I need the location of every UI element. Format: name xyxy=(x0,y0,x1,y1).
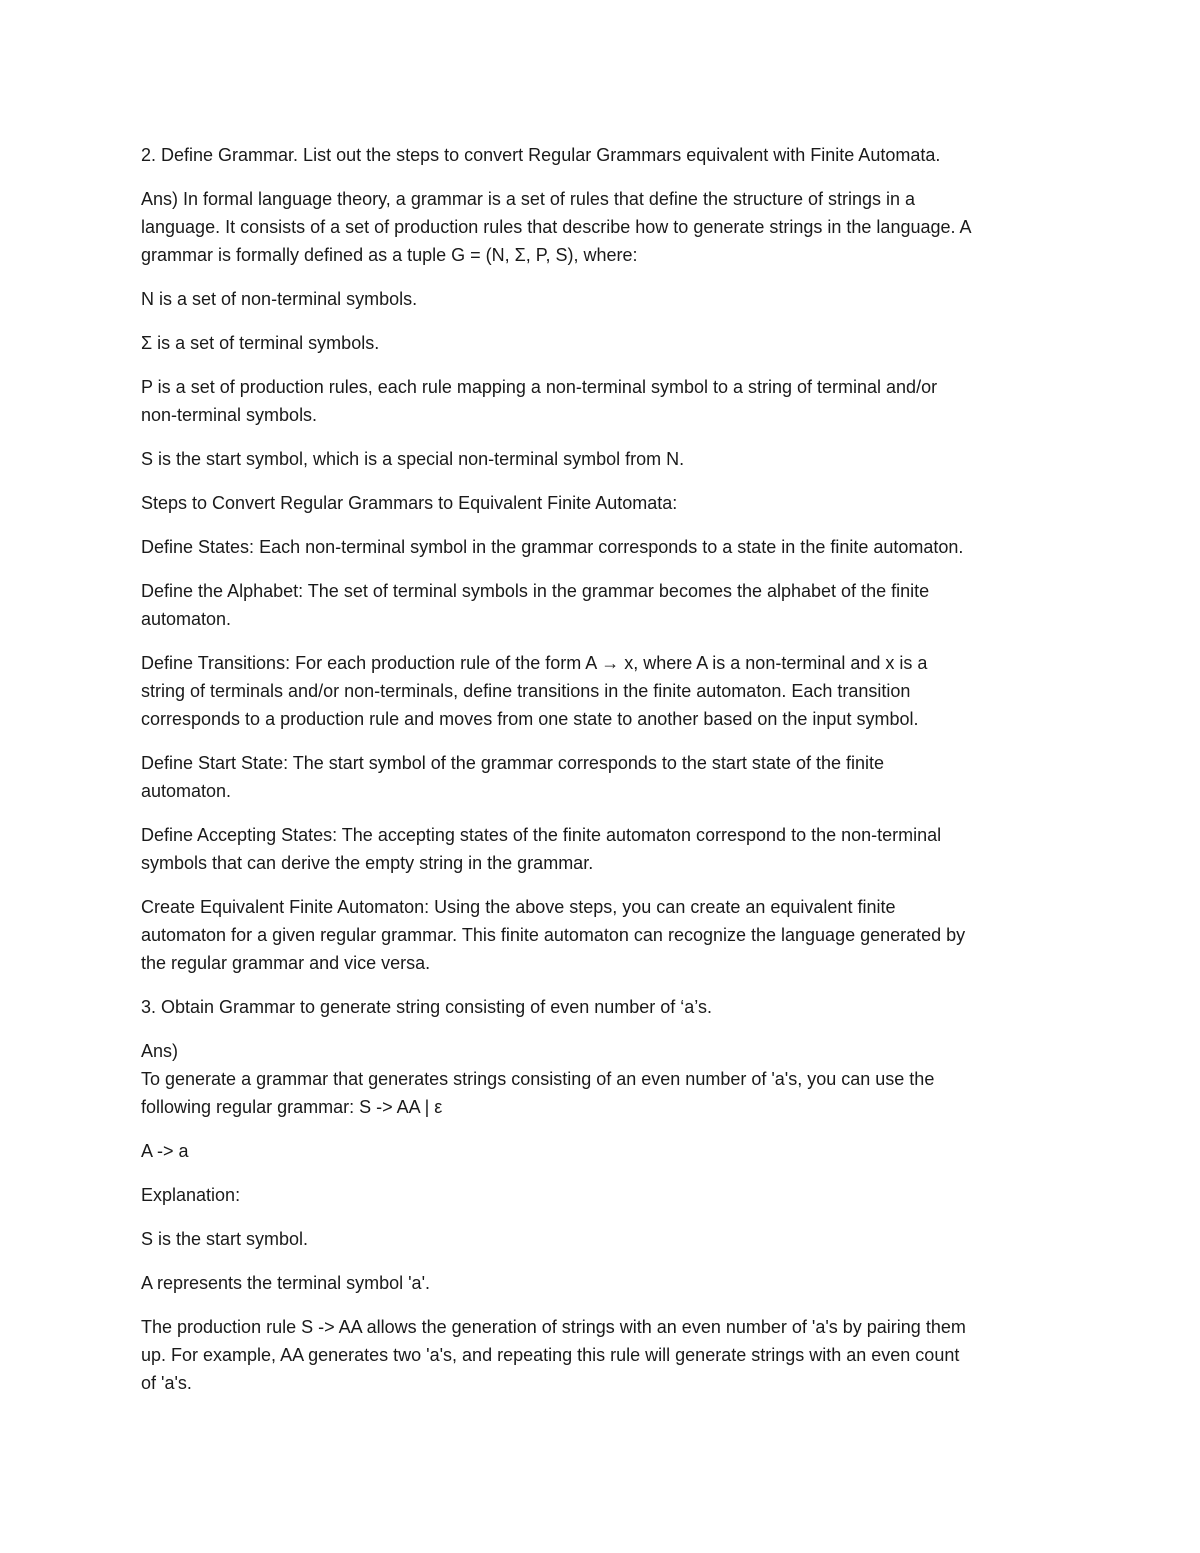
text-line: Σ is a set of terminal symbols. xyxy=(141,333,380,353)
paragraph xyxy=(141,1269,1059,1297)
text-line: Define Transitions: For each production rule of the form A → x, where A is a non-terminal and x is a xyxy=(141,653,928,673)
paragraph xyxy=(141,141,1059,169)
paragraph xyxy=(141,489,1059,517)
text-line: Explanation: xyxy=(141,1185,241,1205)
text-line: grammar is formally defined as a tuple G = (N, Σ, P, S), where: xyxy=(141,245,638,265)
text-line: Create Equivalent Finite Automaton: Using the above steps, you can create an equivalent finite xyxy=(141,897,896,917)
text-line: non-terminal symbols. xyxy=(141,405,318,425)
text-line: string of terminals and/or non-terminals, define transitions in the finite automaton. Each transition xyxy=(141,681,911,701)
text-line: The production rule S -> AA allows the generation of strings with an even number of 'a's by pairing them xyxy=(141,1317,966,1337)
text-line: A represents the terminal symbol 'a'. xyxy=(141,1273,431,1293)
paragraph xyxy=(141,533,1059,561)
paragraph xyxy=(141,1313,1059,1397)
paragraph xyxy=(141,649,1059,733)
paragraph xyxy=(141,893,1059,977)
text-line: S is the start symbol, which is a special non-terminal symbol from N. xyxy=(141,449,685,469)
text-line: 2. Define Grammar. List out the steps to convert Regular Grammars equivalent with Finite Automata. xyxy=(141,145,941,165)
paragraph xyxy=(141,749,1059,805)
text-line: Ans) xyxy=(141,1041,179,1061)
paragraph xyxy=(141,821,1059,877)
text-line: following regular grammar: S -> AA | ε xyxy=(141,1097,443,1117)
text-line: To generate a grammar that generates strings consisting of an even number of 'a's, you can use the xyxy=(141,1069,935,1089)
text-line: the regular grammar and vice versa. xyxy=(141,953,431,973)
text-line: up. For example, AA generates two 'a's, and repeating this rule will generate strings with an even count xyxy=(141,1345,960,1365)
text-line: Steps to Convert Regular Grammars to Equivalent Finite Automata: xyxy=(141,493,678,513)
paragraph xyxy=(141,1225,1059,1253)
text-line: S is the start symbol. xyxy=(141,1229,309,1249)
text-line: Define States: Each non-terminal symbol in the grammar corresponds to a state in the finite automaton. xyxy=(141,537,964,557)
paragraph xyxy=(141,285,1059,313)
document-body xyxy=(141,141,1059,1397)
paragraph xyxy=(141,1137,1059,1165)
text-line: symbols that can derive the empty string in the grammar. xyxy=(141,853,594,873)
paragraph xyxy=(141,185,1059,269)
text-line: of 'a's. xyxy=(141,1373,192,1393)
text-line: A -> a xyxy=(141,1141,189,1161)
text-line: Ans) In formal language theory, a grammar is a set of rules that define the structure of strings in a xyxy=(141,189,916,209)
paragraph xyxy=(141,373,1059,429)
text-line: automaton. xyxy=(141,609,232,629)
document-page xyxy=(141,141,1059,1413)
text-line: Define the Alphabet: The set of terminal symbols in the grammar becomes the alphabet of the finite xyxy=(141,581,930,601)
paragraph xyxy=(141,1181,1059,1209)
paragraph xyxy=(141,577,1059,633)
text-line: N is a set of non-terminal symbols. xyxy=(141,289,418,309)
text-line: P is a set of production rules, each rule mapping a non-terminal symbol to a string of terminal and/or xyxy=(141,377,938,397)
text-line: Define Accepting States: The accepting states of the finite automaton correspond to the non-terminal xyxy=(141,825,942,845)
text-line: corresponds to a production rule and moves from one state to another based on the input symbol. xyxy=(141,709,919,729)
paragraph xyxy=(141,993,1059,1021)
paragraph xyxy=(141,329,1059,357)
text-line: automaton. xyxy=(141,781,232,801)
text-line: automaton for a given regular grammar. This finite automaton can recognize the language generated by xyxy=(141,925,966,945)
text-line: Define Start State: The start symbol of the grammar corresponds to the start state of the finite xyxy=(141,753,885,773)
paragraph xyxy=(141,445,1059,473)
text-line: 3. Obtain Grammar to generate string consisting of even number of ‘a’s. xyxy=(141,997,712,1017)
text-line: language. It consists of a set of production rules that describe how to generate strings in the language. A xyxy=(141,217,972,237)
paragraph xyxy=(141,1037,1059,1121)
